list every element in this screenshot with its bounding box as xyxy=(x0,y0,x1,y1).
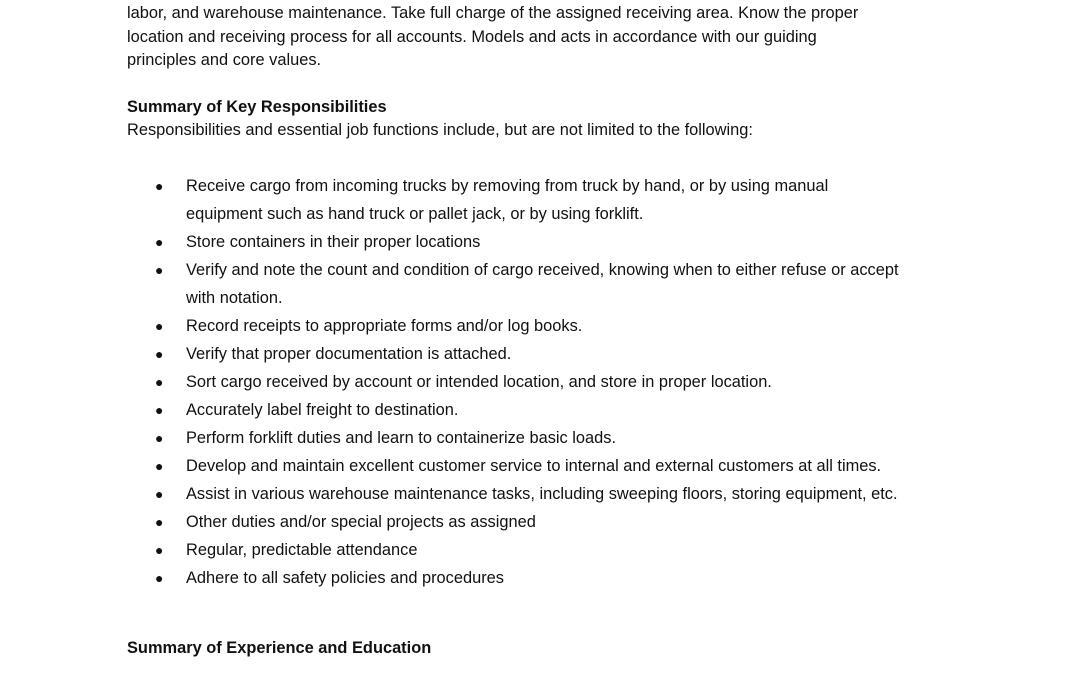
bullet-icon: ● xyxy=(155,178,164,194)
bullet-icon: ● xyxy=(155,542,164,558)
list-item xyxy=(127,228,987,256)
list-item xyxy=(127,172,987,228)
list-item-text: Perform forklift duties and learn to containerize basic loads. xyxy=(186,429,617,447)
bullet-icon: ● xyxy=(155,346,164,362)
list-item xyxy=(127,508,987,536)
bullet-icon: ● xyxy=(155,402,164,418)
experience-heading: Summary of Experience and Education xyxy=(127,639,432,657)
list-item xyxy=(127,424,987,452)
list-item-text: Adhere to all safety policies and procedures xyxy=(186,569,504,587)
intro-paragraph xyxy=(127,2,987,73)
bullet-icon: ● xyxy=(155,234,164,250)
list-item xyxy=(127,368,987,396)
list-item-text: Regular, predictable attendance xyxy=(186,541,418,559)
intro-line: principles and core values. xyxy=(127,51,322,69)
list-item xyxy=(127,452,987,480)
bullet-icon: ● xyxy=(155,514,164,530)
list-item xyxy=(127,536,987,564)
list-item xyxy=(127,312,987,340)
list-item-text: Sort cargo received by account or intended location, and store in proper location. xyxy=(186,373,772,391)
list-item-text: Verify that proper documentation is attached. xyxy=(186,345,512,363)
list-item-text: Store containers in their proper locations xyxy=(186,233,481,251)
list-item-text: Receive cargo from incoming trucks by removing from truck by hand, or by using manual equipment such as hand truck or pallet jack, or by using forklift. xyxy=(186,177,829,223)
list-item-text: Verify and note the count and condition of cargo received, knowing when to either refuse or accept with notation. xyxy=(186,261,899,307)
bullet-icon: ● xyxy=(155,318,164,334)
bullet-icon: ● xyxy=(155,374,164,390)
bullet-icon: ● xyxy=(155,458,164,474)
bullet-icon: ● xyxy=(155,570,164,586)
bullet-icon: ● xyxy=(155,262,164,278)
responsibilities-lead: Responsibilities and essential job functions include, but are not limited to the following: xyxy=(127,121,753,139)
bullet-icon: ● xyxy=(155,486,164,502)
bullet-icon: ● xyxy=(155,430,164,446)
list-item-text: Assist in various warehouse maintenance tasks, including sweeping floors, storing equipment, etc. xyxy=(186,485,898,503)
list-item-text: Record receipts to appropriate forms and/or log books. xyxy=(186,317,583,335)
intro-line: labor, and warehouse maintenance. Take full charge of the assigned receiving area. Know the proper xyxy=(127,4,859,22)
list-item xyxy=(127,480,987,508)
responsibilities-list xyxy=(127,172,987,592)
intro-line: location and receiving process for all accounts. Models and acts in accordance with our guiding xyxy=(127,27,817,46)
list-item-text: Accurately label freight to destination. xyxy=(186,401,459,419)
list-item-text: Develop and maintain excellent customer service to internal and external customers at all times. xyxy=(186,457,882,475)
document-page xyxy=(127,0,987,657)
list-item xyxy=(127,256,987,312)
list-item xyxy=(127,340,987,368)
list-item xyxy=(127,396,987,424)
list-item-text: Other duties and/or special projects as assigned xyxy=(186,513,536,531)
responsibilities-heading: Summary of Key Responsibilities xyxy=(127,98,387,116)
list-item xyxy=(127,564,987,592)
